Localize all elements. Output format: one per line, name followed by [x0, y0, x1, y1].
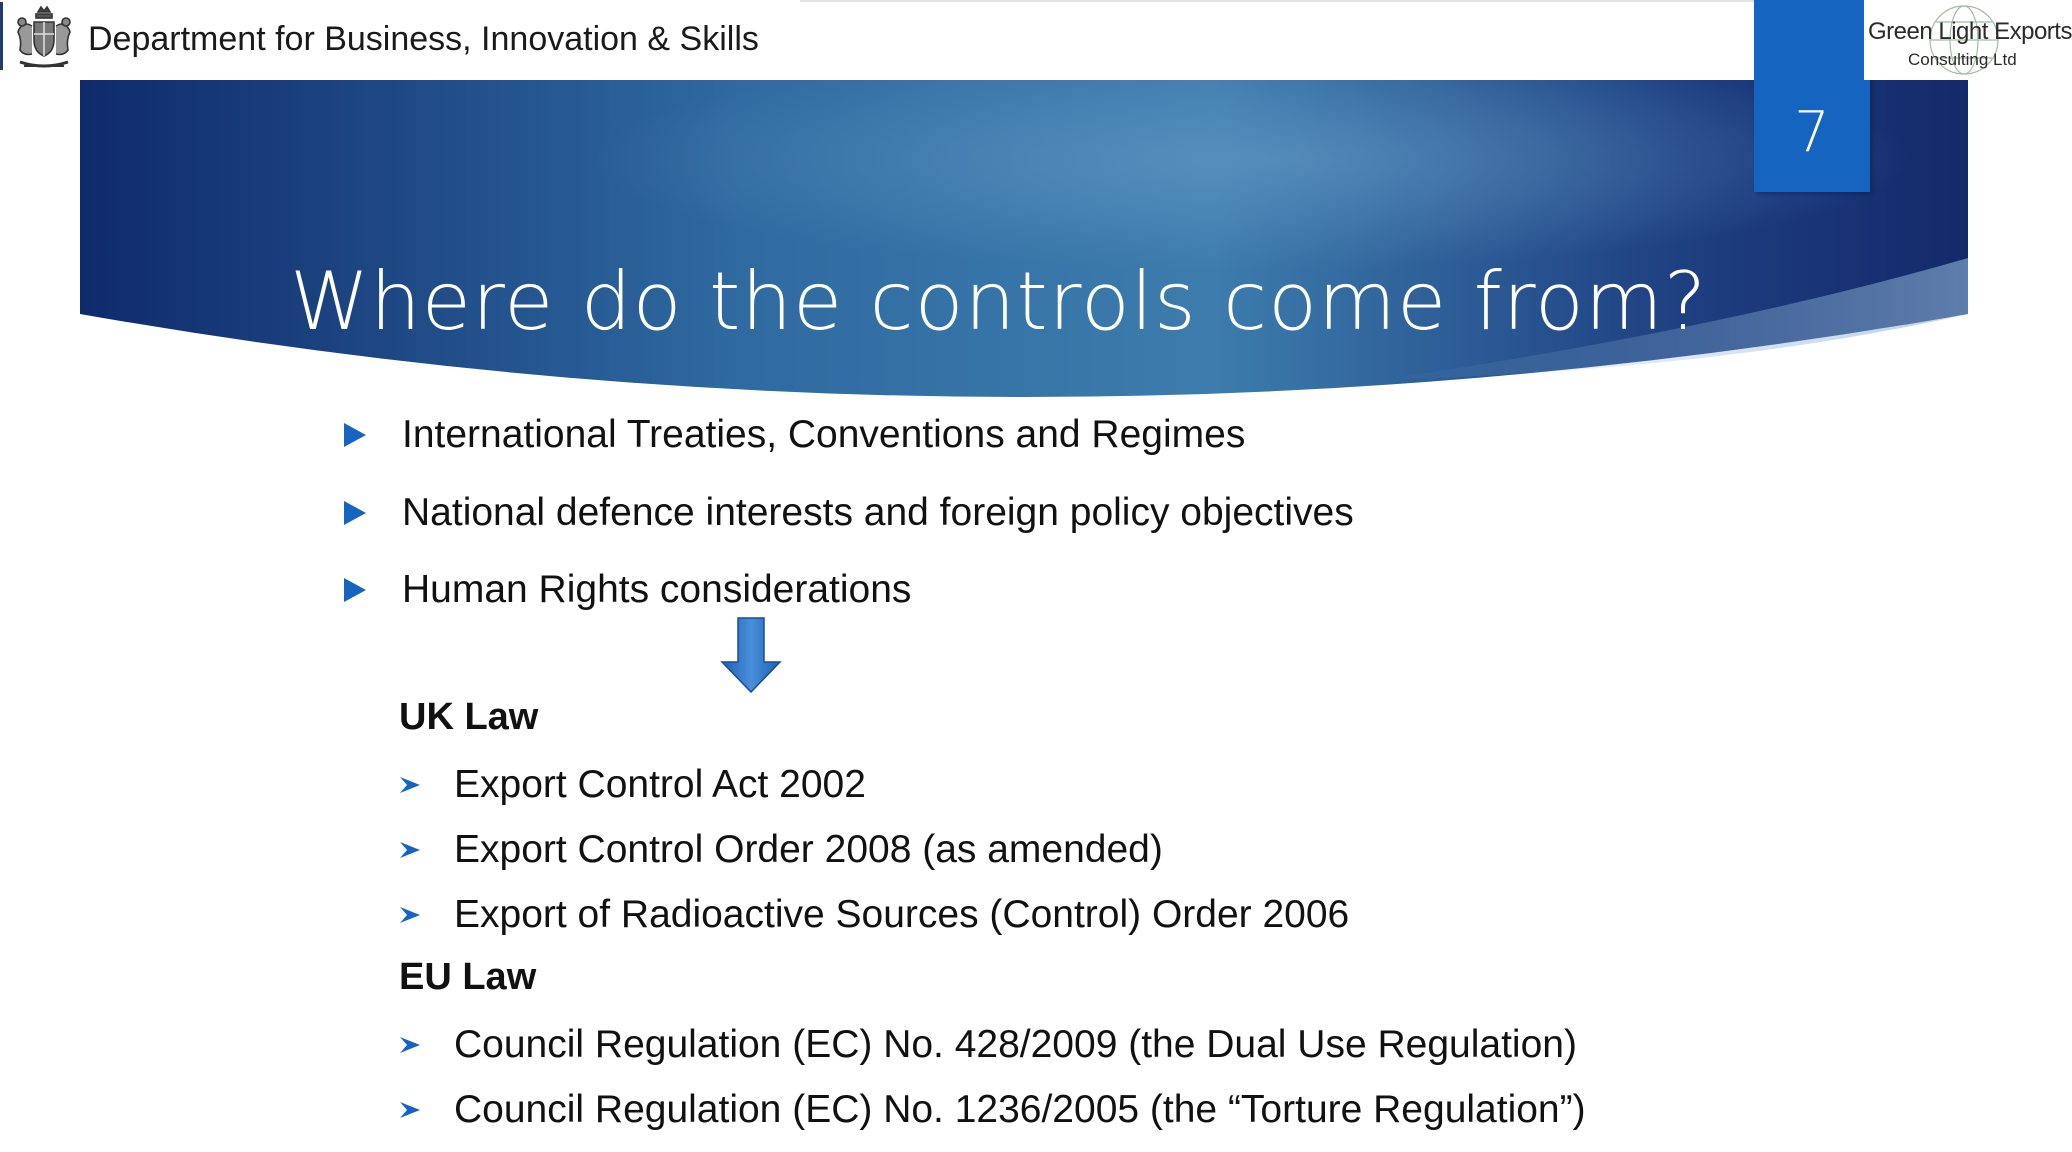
arrowhead-bullet-icon: [398, 773, 422, 797]
down-arrow-icon: [718, 616, 784, 696]
section-heading-uk-law: UK Law: [399, 696, 539, 738]
list-item: [398, 1085, 1586, 1135]
slide-number-box: [1754, 0, 1870, 192]
triangle-bullet-icon: [344, 423, 366, 447]
bullet-text: International Treaties, Conventions and Regimes: [402, 413, 1246, 456]
triangle-bullet-icon: [344, 501, 366, 525]
bullet-item: [344, 410, 1245, 460]
bullet-text: National defence interests and foreign policy objectives: [402, 491, 1354, 534]
section-heading-eu-law: EU Law: [399, 956, 537, 998]
list-item-text: Council Regulation (EC) No. 1236/2005 (the “Torture Regulation”): [454, 1088, 1586, 1131]
arrowhead-bullet-icon: [398, 1033, 422, 1057]
logo-company-name: Green Light Exports: [1868, 18, 2072, 45]
arrowhead-bullet-icon: [398, 1098, 422, 1122]
list-item-text: Export Control Act 2002: [454, 763, 866, 806]
slide-number: 7: [1794, 100, 1830, 165]
department-header: [0, 0, 800, 80]
slide-title: Where do the controls come from?: [290, 255, 1708, 348]
royal-coat-of-arms-icon: [12, 4, 76, 72]
header-accent-bar: [0, 2, 3, 70]
logo-company-subtitle: Consulting Ltd: [1908, 50, 2017, 69]
title-banner: [80, 80, 1968, 380]
bullet-text: Human Rights considerations: [402, 568, 912, 611]
list-item: [398, 890, 1349, 940]
bullet-item: [344, 488, 1354, 538]
list-item-text: Export of Radioactive Sources (Control) Order 2006: [454, 893, 1350, 936]
list-item-text: Export Control Order 2008 (as amended): [454, 828, 1163, 871]
department-name: Department for Business, Innovation & Skills: [88, 20, 759, 58]
list-item: [398, 825, 1163, 875]
arrowhead-bullet-icon: [398, 838, 422, 862]
arrowhead-bullet-icon: [398, 903, 422, 927]
bullet-item: [344, 565, 911, 615]
company-logo: [1864, 0, 2072, 80]
header-divider: [800, 0, 1755, 2]
list-item: [398, 760, 866, 810]
triangle-bullet-icon: [344, 578, 366, 602]
list-item-text: Council Regulation (EC) No. 428/2009 (the Dual Use Regulation): [454, 1023, 1577, 1066]
list-item: [398, 1020, 1577, 1070]
